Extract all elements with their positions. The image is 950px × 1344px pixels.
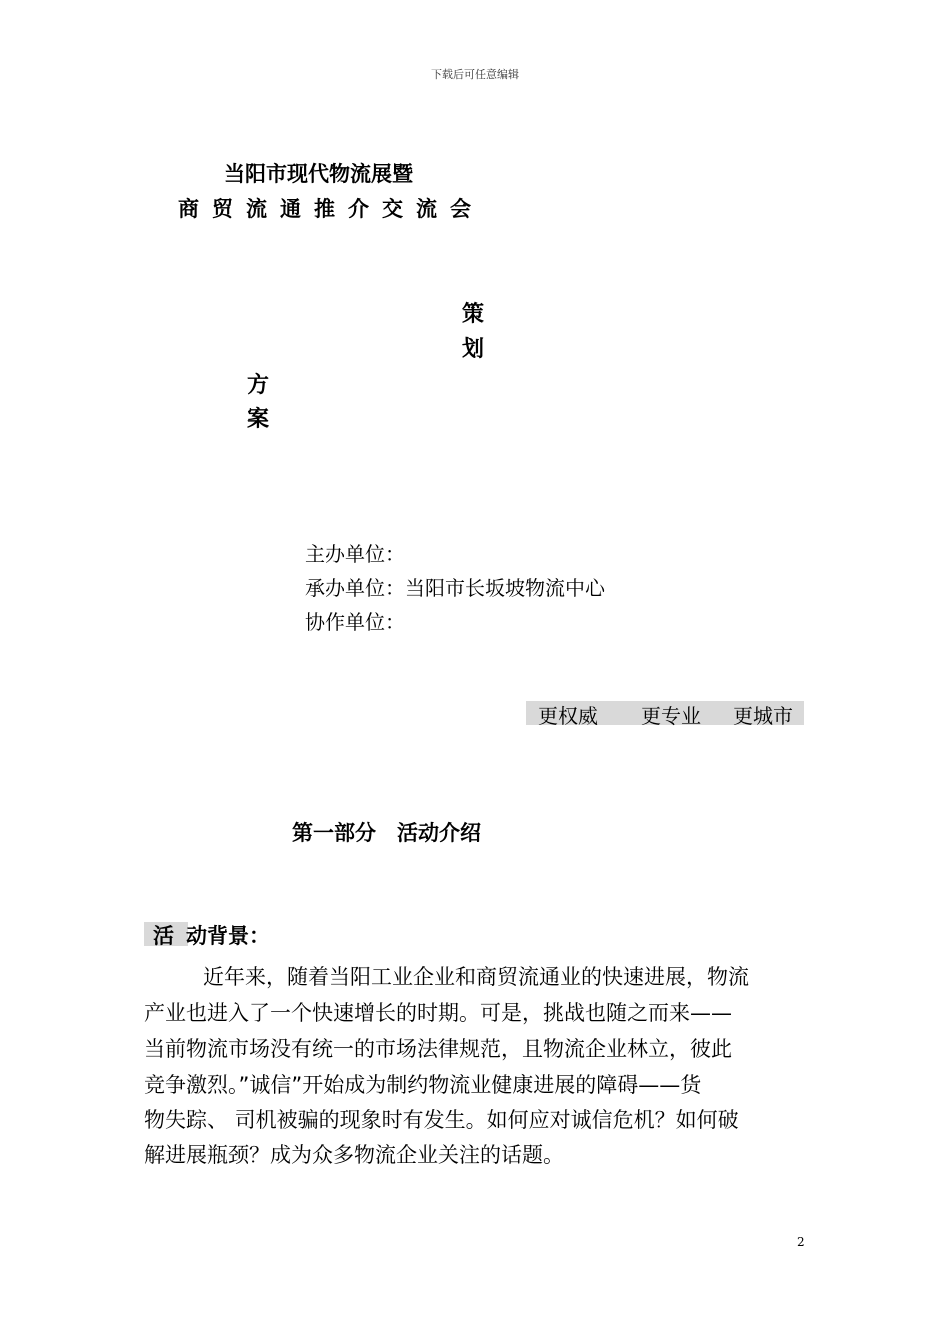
organizer-row-host	[305, 538, 405, 567]
organizer-row-undertaker	[305, 572, 605, 601]
slogan-professional: 更专业	[641, 704, 701, 728]
paragraph-line: 解进展瓶颈？成为众多物流企业关注的话题。	[144, 1143, 564, 1167]
subheading-part1: 活	[153, 924, 174, 948]
organizer-label: 协作单位：	[305, 610, 405, 634]
cover-title-line1: 当阳市现代物流展暨	[224, 162, 413, 186]
paragraph-line: 当前物流市场没有统一的市场法律规范，且物流企业林立，彼此	[144, 1037, 732, 1061]
slogan-city: 更城市	[733, 704, 793, 728]
section-title: 第一部分 活动介绍	[292, 821, 481, 845]
header-note: 下载后可任意编辑	[431, 68, 519, 81]
plan-char-ce: 策	[462, 302, 485, 327]
plan-char-fang: 方	[247, 373, 270, 398]
plan-char-an: 案	[247, 407, 270, 432]
page-number: 2	[797, 1235, 805, 1249]
organizer-label: 承办单位：	[305, 576, 405, 600]
subheading-background	[153, 920, 270, 950]
paragraph-line: 产业也进入了一个快速增长的时期。可是，挑战也随之而来——	[144, 1001, 732, 1025]
organizer-value: 当阳市长坂坡物流中心	[405, 576, 605, 600]
organizer-label: 主办单位：	[305, 542, 405, 566]
paragraph-line: 近年来，随着当阳工业企业和商贸流通业的快速进展，物流	[203, 965, 749, 989]
paragraph-line: 物失踪、 司机被骗的现象时有发生。如何应对诚信危机？如何破	[144, 1108, 739, 1132]
paragraph-line: 竞争激烈。”诚信”开始成为制约物流业健康进展的障碍——货	[144, 1073, 702, 1097]
cover-title-line2: 商贸流通推介交流会	[178, 197, 484, 221]
plan-char-hua: 划	[462, 337, 485, 362]
slogan-authority: 更权威	[538, 704, 598, 728]
organizer-row-cooperator	[305, 606, 405, 635]
subheading-part2: 动背景：	[186, 924, 270, 948]
